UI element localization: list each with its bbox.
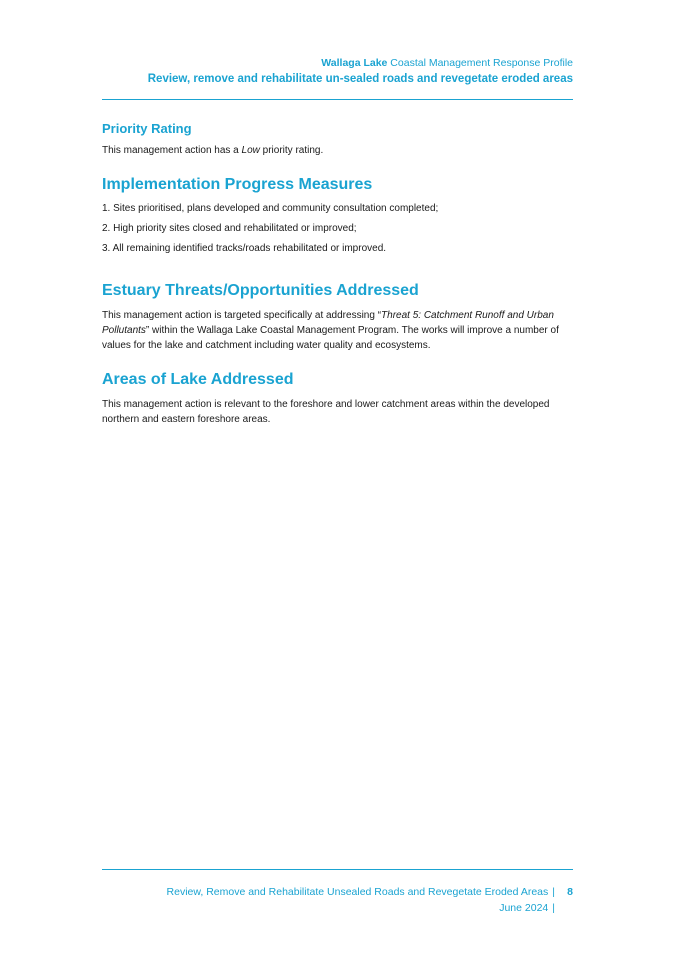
threats-text — [102, 308, 573, 353]
footer-divider — [102, 869, 573, 870]
threats-section — [102, 279, 573, 353]
threats-text-after: ” within the Wallaga Lake Coastal Management Program. The works will improve a number of values for the lake and catchment including water quality and ecosystems. — [102, 325, 559, 351]
implementation-heading: Implementation Progress Measures — [102, 176, 373, 193]
footer-date: June 2024 — [499, 902, 549, 914]
footer-row-title — [102, 884, 573, 900]
priority-text — [102, 143, 573, 158]
page-content — [102, 118, 573, 427]
page-footer — [102, 884, 573, 916]
footer-separator: | — [552, 886, 555, 898]
header-location: Wallaga Lake — [321, 57, 388, 69]
areas-text: This management action is relevant to the foreshore and lower catchment areas within the developed northern and eastern foreshore areas. — [102, 399, 550, 425]
priority-text-after: priority rating. — [259, 145, 324, 156]
areas-section — [102, 368, 573, 427]
header-title: Review, remove and rehabilitate un-sealed roads and revegetate eroded areas — [147, 73, 573, 85]
page-header — [148, 56, 573, 87]
footer-page-number: 8 — [567, 886, 573, 898]
priority-rating: Low — [241, 145, 260, 156]
implementation-item: 3. All remaining identified tracks/roads rehabilitated or improved. — [102, 243, 387, 254]
implementation-section — [102, 173, 573, 256]
footer-separator: | — [552, 902, 555, 914]
priority-text-before: This management action has a — [102, 145, 242, 156]
threats-text-before: This management action is targeted specifically at addressing “ — [102, 310, 382, 321]
header-profile-line — [148, 56, 573, 70]
footer-row-date — [102, 900, 573, 916]
implementation-item: 2. High priority sites closed and rehabilitated or improved; — [102, 223, 357, 234]
header-divider — [102, 99, 573, 100]
areas-heading: Areas of Lake Addressed — [102, 371, 294, 388]
header-profile: Coastal Management Response Profile — [387, 57, 573, 69]
priority-heading: Priority Rating — [102, 121, 192, 136]
footer-doc-title: Review, Remove and Rehabilitate Unsealed Roads and Revegetate Eroded Areas — [166, 886, 549, 898]
threats-threat-name: Threat 5: Catchment Runoff and Urban Pollutants — [102, 310, 554, 336]
priority-section — [102, 118, 573, 158]
threats-heading: Estuary Threats/Opportunities Addressed — [102, 282, 419, 299]
implementation-item: 1. Sites prioritised, plans developed and community consultation completed; — [102, 203, 439, 214]
